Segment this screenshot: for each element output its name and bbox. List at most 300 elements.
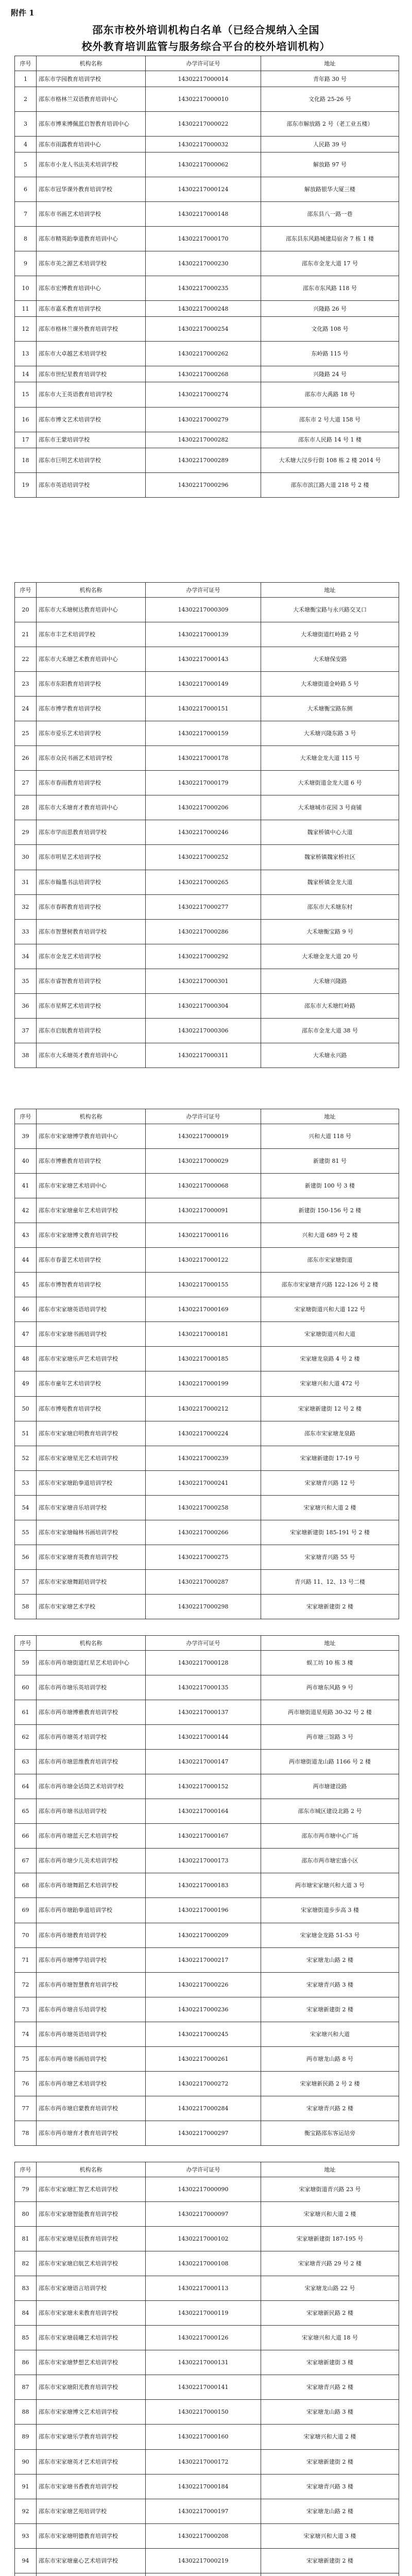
cell-address: 宋家塘街道兴和大道 — [261, 1322, 399, 1347]
table-row — [15, 2350, 399, 2375]
cell-license: 14302217000287 — [146, 1569, 261, 1594]
cell-address: 宋家塘青兴路 2 楼 — [261, 2375, 399, 2400]
cell-address: 大禾塘街道红岭路 2 号 — [261, 622, 399, 647]
cell-address: 邵东市宋家塘青兴路 122-126 号 2 楼 — [261, 1273, 399, 1297]
cell-license: 14302217000139 — [146, 622, 261, 647]
cell-name: 邵东市春雨教育培训学校 — [37, 771, 146, 795]
cell-license: 14302217000248 — [146, 301, 261, 317]
cell-address: 邵东市大禾塘红岭路 — [261, 993, 399, 1018]
cell-name: 邵东市两市塘智慧教育培训学校 — [37, 1972, 146, 1997]
table-row — [15, 1371, 399, 1396]
cell-no: 55 — [15, 1520, 37, 1545]
cell-no: 54 — [15, 1495, 37, 1520]
table-row — [15, 251, 399, 276]
cell-license: 14302217000197 — [146, 2499, 261, 2523]
header-no: 序号 — [15, 2162, 37, 2177]
cell-no: 10 — [15, 276, 37, 301]
cell-license: 14302217000155 — [146, 1273, 261, 1297]
table-header-row — [15, 1109, 399, 1124]
cell-no: 86 — [15, 2350, 37, 2375]
table-row — [15, 1198, 399, 1223]
cell-no: 18 — [15, 448, 37, 472]
cell-address: 兴隆路 24 号 — [261, 366, 399, 382]
cell-license: 14302217000184 — [146, 2474, 261, 2499]
cell-no: 31 — [15, 870, 37, 894]
cell-license: 14302217000226 — [146, 1972, 261, 1997]
cell-no: 24 — [15, 697, 37, 721]
cell-no: 14 — [15, 366, 37, 382]
cell-license: 14302217000258 — [146, 1495, 261, 1520]
cell-name: 邵东市两市塘舞蹈艺术培训学校 — [37, 1873, 146, 1898]
table-row — [15, 1520, 399, 1545]
cell-address: 宋家塘新建街 2 楼 — [261, 1594, 399, 1619]
cell-name: 邵东市格林兰课外教育培训学校 — [37, 317, 146, 342]
cell-name: 邵东市智慧树教育培训学校 — [37, 919, 146, 944]
cell-address: 蜈工坊 10 栋 3 楼 — [261, 1651, 399, 1675]
table-row — [15, 276, 399, 301]
cell-address: 衡宝路邵东客运站旁 — [261, 2121, 399, 2145]
table-row — [15, 2449, 399, 2474]
cell-license: 14302217000185 — [146, 1347, 261, 1371]
cell-name: 邵东市爱乐艺术培训学校 — [37, 721, 146, 746]
cell-address: 大禾塘永兴路 — [261, 1043, 399, 1067]
table-row — [15, 919, 399, 944]
cell-address: 两市塘宋家塘兴和大道 3 号 — [261, 1873, 399, 1898]
cell-license: 14302217000209 — [146, 1923, 261, 1947]
cell-name: 邵东市宋家塘晨曦艺术培训学校 — [37, 2326, 146, 2350]
table-header-row — [15, 2162, 399, 2177]
cell-license: 14302217000068 — [146, 1174, 261, 1198]
cell-license: 14302217000128 — [146, 1651, 261, 1675]
cell-address: 青年路 30 号 — [261, 71, 399, 87]
table-row — [15, 1223, 399, 1248]
cell-no: 82 — [15, 2251, 37, 2276]
cell-address: 魏家桥镇中心大道 — [261, 820, 399, 845]
cell-name: 邵东市大禾塘育才教育培训中心 — [37, 795, 146, 820]
cell-no: 84 — [15, 2301, 37, 2326]
table-row — [15, 721, 399, 746]
cell-license — [146, 2573, 261, 2576]
table-row — [15, 177, 399, 202]
cell-no: 13 — [15, 342, 37, 366]
cell-address: 宋家塘龙山路 2 楼 — [261, 2499, 399, 2523]
cell-name: 邵东市两市塘少儿美术培训学校 — [37, 1849, 146, 1873]
table-row — [15, 2301, 399, 2326]
cell-license: 14302217000173 — [146, 1849, 261, 1873]
cell-name: 邵东市精英跆拳道教育培训中心 — [37, 227, 146, 251]
table-row — [15, 227, 399, 251]
table-row — [15, 672, 399, 697]
cell-address: 宋家塘兴和大道 472 号 — [261, 1371, 399, 1396]
cell-address: 兴隆路 26 号 — [261, 301, 399, 317]
cell-address: 邵东市城区建设北路 2 号 — [261, 1799, 399, 1824]
table-row — [15, 647, 399, 672]
header-license: 办学许可证号 — [146, 1109, 261, 1124]
cell-name: 邵东市宋家塘星辰教育培训学校 — [37, 2227, 146, 2251]
cell-name: 邵东市两市塘思维教育培训学校 — [37, 1750, 146, 1774]
table-row — [15, 622, 399, 647]
cell-license: 14302217000090 — [146, 2177, 261, 2202]
table-row — [15, 2573, 399, 2576]
table-page-5 — [14, 2162, 399, 2576]
cell-name: 邵东市两市塘教育培训学校 — [37, 1923, 146, 1947]
cell-license: 14302217000181 — [146, 1322, 261, 1347]
cell-address: 兴和大道 689 号 2 楼 — [261, 1223, 399, 1248]
table-row — [15, 1545, 399, 1569]
cell-no: 78 — [15, 2121, 37, 2145]
cell-address: 宋家塘新民路 2 号 2 楼 — [261, 2071, 399, 2096]
cell-address: 大禾塘衡宝路 9 号 — [261, 919, 399, 944]
cell-address: 邵东市大禹路 18 号 — [261, 382, 399, 407]
cell-name: 邵东市两市塘启蒙教育培训学校 — [37, 2096, 146, 2121]
cell-no: 33 — [15, 919, 37, 944]
cell-address: 宋家塘街道兴和大道 122 号 — [261, 1297, 399, 1322]
cell-license: 14302217000304 — [146, 993, 261, 1018]
cell-no: 28 — [15, 795, 37, 820]
table-row — [15, 598, 399, 622]
cell-no: 75 — [15, 2046, 37, 2071]
cell-license: 14302217000150 — [146, 2400, 261, 2425]
cell-no: 62 — [15, 1725, 37, 1750]
cell-license: 14302217000113 — [146, 2276, 261, 2301]
cell-address: 文化路 25-26 号 — [261, 87, 399, 112]
cell-no: 45 — [15, 1273, 37, 1297]
cell-license: 14302217000135 — [146, 1675, 261, 1700]
cell-name: 邵东市翰墨书法培训学校 — [37, 870, 146, 894]
cell-license: 14302217000279 — [146, 407, 261, 432]
cell-name: 邵东市大禾塘英才教育培训中心 — [37, 1043, 146, 1067]
cell-name: 邵东市东阳教育培训学校 — [37, 672, 146, 697]
cell-name — [37, 2573, 146, 2576]
cell-license: 14302217000199 — [146, 1371, 261, 1396]
cell-license: 14302217000206 — [146, 795, 261, 820]
cell-no: 63 — [15, 1750, 37, 1774]
table-row — [15, 1018, 399, 1043]
cell-address: 宋家塘青兴路 12 号 — [261, 1470, 399, 1495]
table-row — [15, 1569, 399, 1594]
cell-license: 14302217000282 — [146, 432, 261, 448]
cell-name: 邵东市丰艺术培训学校 — [37, 622, 146, 647]
table-row — [15, 1322, 399, 1347]
cell-name: 邵东市学园教育培训学校 — [37, 71, 146, 87]
table-row — [15, 407, 399, 432]
cell-no: 60 — [15, 1675, 37, 1700]
cell-license: 14302217000116 — [146, 1223, 261, 1248]
cell-address: 宋家塘新建街 187-195 号 — [261, 2227, 399, 2251]
cell-name: 邵东市金龙艺术培训学校 — [37, 944, 146, 969]
cell-license: 14302217000298 — [146, 1594, 261, 1619]
cell-no: 83 — [15, 2276, 37, 2301]
cell-license: 14302217000230 — [146, 251, 261, 276]
table-row — [15, 1273, 399, 1297]
cell-no: 52 — [15, 1446, 37, 1470]
cell-no: 8 — [15, 227, 37, 251]
table-row — [15, 448, 399, 472]
cell-license: 14302217000252 — [146, 845, 261, 870]
cell-license: 14302217000296 — [146, 472, 261, 497]
cell-name: 邵东市宋家塘跆拳道培训学校 — [37, 1470, 146, 1495]
cell-address: 宋家塘兴和大道 18 号 — [261, 2326, 399, 2350]
table-row — [15, 1725, 399, 1750]
cell-name: 邵东市众民书画艺术培训学校 — [37, 746, 146, 771]
header-name: 机构名称 — [37, 2162, 146, 2177]
table-row — [15, 2474, 399, 2499]
cell-address: 宋家塘龙山路 2 楼 — [261, 1947, 399, 1972]
cell-no: 20 — [15, 598, 37, 622]
table-row — [15, 112, 399, 137]
table-row — [15, 2046, 399, 2071]
cell-address: 宋家塘兴和大道 3 楼 — [261, 2523, 399, 2548]
cell-no: 53 — [15, 1470, 37, 1495]
cell-name: 邵东市宋家塘童心艺术培训学校 — [37, 2548, 146, 2573]
cell-name: 邵东市两市塘英语培训学校 — [37, 2022, 146, 2046]
cell-no: 40 — [15, 1149, 37, 1174]
cell-name: 邵东市学而思教育培训学校 — [37, 820, 146, 845]
cell-name: 邵东市春蕾艺术培训学校 — [37, 1248, 146, 1273]
header-no: 序号 — [15, 1636, 37, 1651]
cell-address: 邵东市两市塘中心广场 — [261, 1824, 399, 1849]
cell-name: 邵东市两市塘育才教育培训学校 — [37, 2121, 146, 2145]
cell-address: 两市塘建设路 — [261, 1774, 399, 1799]
cell-address: 邵东市滨江路大道 218 号 2 楼 — [261, 472, 399, 497]
cell-address: 青兴路 11、12、13 号二楼 — [261, 1569, 399, 1594]
cell-license: 14302217000301 — [146, 969, 261, 993]
header-license: 办学许可证号 — [146, 583, 261, 598]
cell-license: 14302217000164 — [146, 1799, 261, 1824]
cell-no: 30 — [15, 845, 37, 870]
cell-address: 两市塘街道龙山路 1166 号 2 楼 — [261, 1750, 399, 1774]
cell-no: 77 — [15, 2096, 37, 2121]
cell-address: 宋家塘兴和大道 2 楼 — [261, 2202, 399, 2227]
table-row — [15, 1297, 399, 1322]
cell-address: 两市塘街道星苑路 30-32 号 2 楼 — [261, 1700, 399, 1725]
cell-address: 邵东市 2 号大道 158 号 — [261, 407, 399, 432]
cell-license: 14302217000143 — [146, 647, 261, 672]
table-row — [15, 1149, 399, 1174]
cell-address: 大禾塘衡宝路与永兴路交叉口 — [261, 598, 399, 622]
table-row — [15, 820, 399, 845]
table-row — [15, 746, 399, 771]
table-row — [15, 432, 399, 448]
cell-name: 邵东市宋家塘英才艺术培训学校 — [37, 2449, 146, 2474]
cell-no: 81 — [15, 2227, 37, 2251]
header-name: 机构名称 — [37, 1109, 146, 1124]
cell-license: 14302217000183 — [146, 1873, 261, 1898]
cell-license: 14302217000014 — [146, 71, 261, 87]
cell-address: 邵东市金龙大道 17 号 — [261, 251, 399, 276]
table-page-3 — [14, 1109, 399, 1619]
cell-address: 大禾塘衡宝路东侧 — [261, 697, 399, 721]
cell-no: 27 — [15, 771, 37, 795]
table-row — [15, 1898, 399, 1923]
cell-address: 宋家塘兴和大道 2 楼 — [261, 1495, 399, 1520]
cell-license: 14302217000306 — [146, 1018, 261, 1043]
cell-address: 邵东市东风路 118 号 — [261, 276, 399, 301]
cell-name: 邵东市宋家塘乐学教育培训学校 — [37, 2425, 146, 2449]
cell-no: 41 — [15, 1174, 37, 1198]
table-row — [15, 1849, 399, 1873]
cell-license: 14302217000029 — [146, 1149, 261, 1174]
table-row — [15, 697, 399, 721]
header-address: 地址 — [261, 583, 399, 598]
cell-license: 14302217000178 — [146, 746, 261, 771]
cell-no: 12 — [15, 317, 37, 342]
cell-name: 邵东市大禾塘艺术教育培训中心 — [37, 647, 146, 672]
cell-no: 51 — [15, 1421, 37, 1446]
cell-name: 邵东市童年艺术培训学校 — [37, 1371, 146, 1396]
cell-address: 大禾塘城市花园 3 号商铺 — [261, 795, 399, 820]
table-row — [15, 1347, 399, 1371]
table-row — [15, 1124, 399, 1149]
cell-license: 14302217000235 — [146, 276, 261, 301]
cell-license: 14302217000224 — [146, 1421, 261, 1446]
cell-no: 37 — [15, 1018, 37, 1043]
cell-license: 14302217000148 — [146, 202, 261, 227]
table-row — [15, 1824, 399, 1849]
cell-no: 79 — [15, 2177, 37, 2202]
header-address: 地址 — [261, 1109, 399, 1124]
cell-no: 56 — [15, 1545, 37, 1569]
cell-address: 宋家塘新建街 185-191 号 2 楼 — [261, 1520, 399, 1545]
cell-no: 59 — [15, 1651, 37, 1675]
cell-no: 9 — [15, 251, 37, 276]
cell-license: 14302217000179 — [146, 771, 261, 795]
cell-license: 14302217000274 — [146, 382, 261, 407]
table-row — [15, 317, 399, 342]
cell-no: 76 — [15, 2071, 37, 2096]
cell-license: 14302217000010 — [146, 87, 261, 112]
cell-name: 邵东市博学教育培训学校 — [37, 697, 146, 721]
cell-no — [15, 2573, 37, 2576]
cell-no: 68 — [15, 1873, 37, 1898]
table-row — [15, 1594, 399, 1619]
cell-address: 两市塘东风路 9 号 — [261, 1675, 399, 1700]
table-row — [15, 2425, 399, 2449]
cell-no: 47 — [15, 1322, 37, 1347]
cell-license: 14302217000119 — [146, 2301, 261, 2326]
title-line-2: 校外教育培训监管与服务综合平台的校外培训机构） — [81, 40, 331, 53]
cell-name: 邵东市大禾塘树达教育培训中心 — [37, 598, 146, 622]
cell-address: 魏家桥镇魏家桥社区 — [261, 845, 399, 870]
cell-license: 14302217000297 — [146, 2121, 261, 2145]
cell-name: 邵东市宋家塘未来教育培训学校 — [37, 2301, 146, 2326]
cell-name: 邵东市宋家塘童年艺术培训学校 — [37, 1198, 146, 1223]
cell-address: 大禾塘街道金岭路 5 号 — [261, 672, 399, 697]
table-row — [15, 969, 399, 993]
table-row — [15, 870, 399, 894]
cell-no: 2 — [15, 87, 37, 112]
cell-name: 邵东市博文艺术培训学校 — [37, 407, 146, 432]
cell-address: 东岭路 115 号 — [261, 342, 399, 366]
cell-name: 邵东市雨露教育培训中心 — [37, 137, 146, 152]
cell-license: 14302217000239 — [146, 1446, 261, 1470]
cell-name: 邵东市两市塘乐英培训学校 — [37, 1675, 146, 1700]
cell-address: 宋家塘金龙路 51-53 号 — [261, 1923, 399, 1947]
cell-address: 宋家塘兴和大道 — [261, 2022, 399, 2046]
cell-no: 66 — [15, 1824, 37, 1849]
cell-address: 邵东市解放路 2 号（老工业五楼） — [261, 112, 399, 137]
cell-no: 46 — [15, 1297, 37, 1322]
cell-no: 35 — [15, 969, 37, 993]
attachment-label: 附件 1 — [11, 8, 35, 18]
cell-no: 21 — [15, 622, 37, 647]
cell-name: 邵东市宋家塘启明教育培训学校 — [37, 1421, 146, 1446]
table-row — [15, 1700, 399, 1725]
cell-name: 邵东市两市塘街道红星艺术培训中心 — [37, 1651, 146, 1675]
cell-name: 邵东市宋家塘乐声艺术培训学校 — [37, 1347, 146, 1371]
cell-address: 宋家塘青兴路 29 号 2 楼 — [261, 2251, 399, 2276]
cell-license: 14302217000152 — [146, 1774, 261, 1799]
cell-no: 50 — [15, 1396, 37, 1421]
header-no: 序号 — [15, 56, 37, 71]
cell-name: 邵东市宋家塘博文艺术培训学校 — [37, 2400, 146, 2425]
cell-license: 14302217000102 — [146, 2227, 261, 2251]
cell-name: 邵东市两市塘音乐培训学校 — [37, 1997, 146, 2022]
cell-name: 邵东市明星艺术培训学校 — [37, 845, 146, 870]
table-row — [15, 1947, 399, 1972]
cell-no: 3 — [15, 112, 37, 137]
cell-license: 14302217000265 — [146, 870, 261, 894]
table-row — [15, 2121, 399, 2145]
cell-address: 兴和大道 118 号 — [261, 1124, 399, 1149]
cell-license: 14302217000172 — [146, 2449, 261, 2474]
cell-license: 14302217000275 — [146, 1545, 261, 1569]
cell-address: 大禾塘金龙大道 115 号 — [261, 746, 399, 771]
cell-no: 74 — [15, 2022, 37, 2046]
table-page-4 — [14, 1635, 399, 2146]
cell-license: 14302217000022 — [146, 112, 261, 137]
cell-no: 44 — [15, 1248, 37, 1273]
table-row — [15, 2499, 399, 2523]
cell-address: 大禾塘兴隆路 — [261, 969, 399, 993]
cell-name: 邵东市小龙人书法美术培训学校 — [37, 152, 146, 177]
cell-license: 14302217000122 — [146, 1248, 261, 1273]
cell-license: 14302217000212 — [146, 1396, 261, 1421]
cell-address: 大禾塘街道金龙大道 6 号 — [261, 771, 399, 795]
cell-address: 宋家塘兴和大道 2 楼 — [261, 2425, 399, 2449]
cell-name: 邵东市宋家塘汇智艺术培训学校 — [37, 2177, 146, 2202]
cell-name: 邵东市两市塘蓝天艺术培训学校 — [37, 1824, 146, 1849]
cell-license: 14302217000151 — [146, 697, 261, 721]
cell-address: 邵东市金龙大道 38 号 — [261, 1018, 399, 1043]
cell-license: 14302217000284 — [146, 2096, 261, 2121]
table-row — [15, 87, 399, 112]
cell-license: 14302217000170 — [146, 227, 261, 251]
cell-no: 42 — [15, 1198, 37, 1223]
cell-no: 39 — [15, 1124, 37, 1149]
cell-no: 17 — [15, 432, 37, 448]
cell-no: 73 — [15, 1997, 37, 2022]
table-row — [15, 2548, 399, 2573]
cell-address: 邵东市大禾塘东村 — [261, 894, 399, 919]
table-header-row — [15, 56, 399, 71]
cell-address: 大禾塘保安路 — [261, 647, 399, 672]
cell-address: 邵东市宋家塘龙泉路 — [261, 1421, 399, 1446]
cell-address: 宋家塘龙山路 3 楼 — [261, 2400, 399, 2425]
table-row — [15, 1675, 399, 1700]
table-row — [15, 1799, 399, 1824]
cell-no: 49 — [15, 1371, 37, 1396]
table-row — [15, 2227, 399, 2251]
cell-name: 邵东市两市塘金话筒艺术培训学校 — [37, 1774, 146, 1799]
cell-license: 14302217000091 — [146, 1198, 261, 1223]
cell-license: 14302217000141 — [146, 2375, 261, 2400]
cell-no: 34 — [15, 944, 37, 969]
cell-no: 91 — [15, 2474, 37, 2499]
cell-name: 邵东市两市塘博雅教育培训学校 — [37, 1700, 146, 1725]
cell-name: 邵东市宋家塘书画培训学校 — [37, 1322, 146, 1347]
cell-no: 11 — [15, 301, 37, 317]
